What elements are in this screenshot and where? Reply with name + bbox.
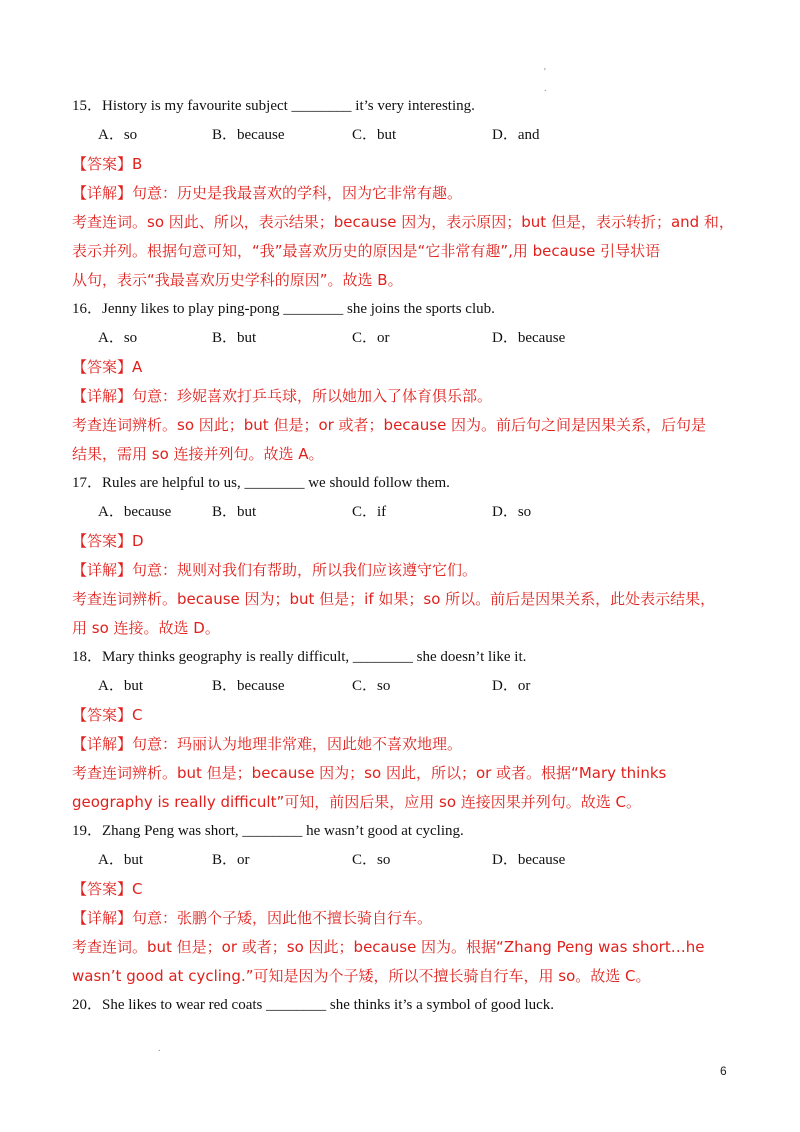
question-stem: 19．Zhang Peng was short, ________ he wasn’t good at cycling. [72, 823, 464, 839]
option-a: A．but [98, 678, 144, 694]
option-d: D．or [492, 678, 531, 694]
question-18 [72, 643, 732, 817]
scan-speck: . [158, 1043, 161, 1054]
explanation-line: 考查连词辨析。but 但是；because 因为；so 因此，所以；or 或者。根据“Mary thinks [72, 764, 667, 782]
answer-label: 【答案】A [72, 358, 143, 376]
option-b: B．because [212, 127, 285, 143]
options-row [98, 121, 732, 150]
explanation-line: 【详解】句意：珍妮喜欢打乒乓球，所以她加入了体育俱乐部。 [72, 387, 493, 405]
question-stem: 18．Mary thinks geography is really difficult, ________ she doesn’t like it. [72, 649, 527, 665]
options-row [98, 846, 732, 875]
option-d: D．because [492, 330, 566, 346]
option-d: D．because [492, 852, 566, 868]
explanation-line: 考查连词。but 但是；or 或者；so 因此；because 因为。根据“Zhang Peng was short…he [72, 938, 705, 956]
options-row [98, 324, 732, 353]
question-16 [72, 295, 732, 469]
question-20 [72, 991, 732, 1020]
answer-label: 【答案】B [72, 155, 143, 173]
question-stem: 20．She likes to wear red coats ________ she thinks it’s a symbol of good luck. [72, 997, 555, 1013]
explanation-line: 从句，表示“我最喜欢历史学科的原因”。故选 B。 [72, 271, 403, 289]
option-b: B．or [212, 852, 250, 868]
option-c: C．so [352, 678, 391, 694]
question-17 [72, 469, 732, 643]
scan-speck: ' [544, 67, 546, 78]
scan-speck: . [544, 83, 547, 94]
option-b: B．but [212, 330, 257, 346]
options-row [98, 498, 732, 527]
option-a: A．because [98, 504, 172, 520]
option-c: C．or [352, 330, 390, 346]
question-19 [72, 817, 732, 991]
explanation-line: 考查连词。so 因此、所以，表示结果；because 因为，表示原因；but 但是，表示转折；and 和， [72, 213, 734, 231]
option-a: A．so [98, 127, 138, 143]
explanation-line: 考查连词辨析。because 因为；but 但是；if 如果；so 所以。前后是因果关系，此处表示结果， [72, 590, 716, 608]
explanation-line: 表示并列。根据句意可知，“我”最喜欢历史的原因是“它非常有趣”,用 because 引导状语 [72, 242, 661, 260]
explanation-line: 结果，需用 so 连接并列句。故选 A。 [72, 445, 324, 463]
page-number: 6 [720, 1064, 727, 1078]
explanation-line: wasn’t good at cycling.”可知是因为个子矮，所以不擅长骑自行车，用 so。故选 C。 [72, 967, 651, 985]
question-stem: 15．History is my favourite subject ________ it’s very interesting. [72, 98, 475, 114]
option-c: C．if [352, 504, 387, 520]
answer-label: 【答案】D [72, 532, 144, 550]
explanation-line: 考查连词辨析。so 因此；but 但是；or 或者；because 因为。前后句之间是因果关系，后句是 [72, 416, 707, 434]
answer-label: 【答案】C [72, 706, 143, 724]
explanation-line: 【详解】句意：规则对我们有帮助，所以我们应该遵守它们。 [72, 561, 478, 579]
option-b: B．but [212, 504, 257, 520]
explanation-line: 用 so 连接。故选 D。 [72, 619, 220, 637]
explanation-line: 【详解】句意：历史是我最喜欢的学科，因为它非常有趣。 [72, 184, 463, 202]
option-d: D．and [492, 127, 540, 143]
option-a: A．so [98, 330, 138, 346]
explanation-line: geography is really difficult”可知，前因后果，应用 so 连接因果并列句。故选 C。 [72, 793, 642, 811]
explanation-line: 【详解】句意：玛丽认为地理非常难，因此她不喜欢地理。 [72, 735, 463, 753]
explanation-line: 【详解】句意：张鹏个子矮，因此他不擅长骑自行车。 [72, 909, 433, 927]
option-c: C．so [352, 852, 391, 868]
question-stem: 16．Jenny likes to play ping-pong ________ she joins the sports club. [72, 301, 495, 317]
question-15 [72, 92, 732, 295]
option-c: C．but [352, 127, 397, 143]
answer-label: 【答案】C [72, 880, 143, 898]
options-row [98, 672, 732, 701]
option-b: B．because [212, 678, 285, 694]
option-a: A．but [98, 852, 144, 868]
question-stem: 17．Rules are helpful to us, ________ we should follow them. [72, 475, 450, 491]
option-d: D．so [492, 504, 532, 520]
